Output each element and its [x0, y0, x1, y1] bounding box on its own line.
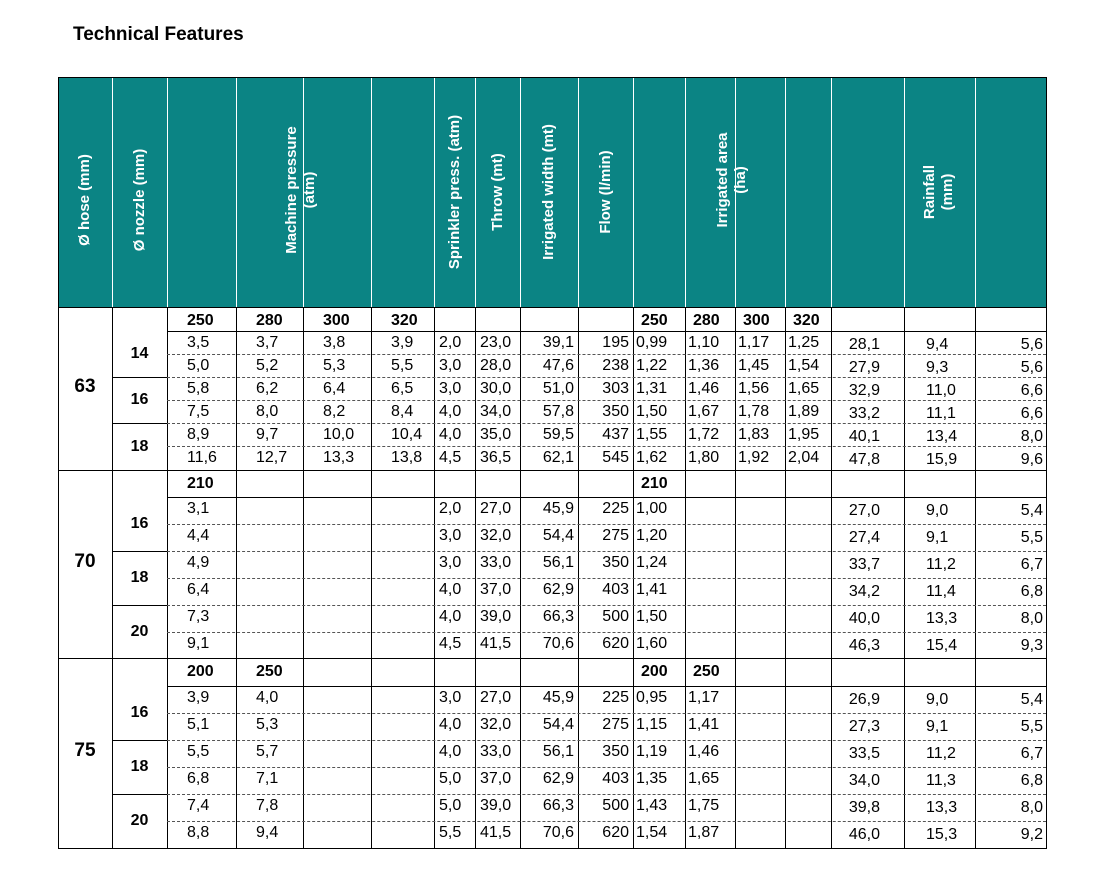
rainfall-value: 9,1: [926, 529, 949, 546]
area-value: 1,50: [636, 608, 668, 625]
sprinkler-value: 4,5: [439, 449, 462, 466]
machine-pressure-value: 8,9: [187, 426, 210, 443]
area-value: 1,54: [788, 357, 820, 374]
flow-value: 620: [602, 635, 629, 652]
section-head-line: [167, 331, 1047, 332]
throw-value: 32,0: [480, 527, 512, 544]
sprinkler-value: 3,0: [439, 689, 462, 706]
flow-value: 275: [602, 716, 629, 733]
rainfall-value: 6,7: [1020, 745, 1043, 762]
area-head: 300: [743, 312, 770, 329]
machine-pressure-value: 3,1: [187, 500, 210, 517]
area-value: 1,17: [688, 689, 720, 706]
rainfall-value: 5,5: [1020, 718, 1043, 735]
area-value: 1,41: [636, 581, 668, 598]
rainfall-value: 47,8: [848, 451, 880, 468]
rainfall-value: 5,4: [1020, 691, 1043, 708]
machine-pressure-value: 11,6: [187, 449, 217, 466]
header-cell: [168, 77, 236, 307]
area-value: 1,19: [636, 743, 668, 760]
area-value: 1,72: [688, 426, 720, 443]
rainfall-value: 46,3: [848, 637, 880, 654]
area-value: 1,80: [688, 449, 720, 466]
machine-pressure-value: 8,8: [187, 824, 210, 841]
machine-pressure-value: 5,7: [256, 743, 279, 760]
nozzle-label: 20: [130, 622, 149, 640]
throw-value: 39,0: [480, 797, 512, 814]
flow-value: 350: [602, 743, 629, 760]
rainfall-value: 32,9: [848, 382, 880, 399]
area-value: 1,92: [738, 449, 770, 466]
grid-hline-header: [58, 307, 1047, 308]
throw-value: 41,5: [480, 824, 512, 841]
row-divider: [167, 400, 1046, 401]
area-head: 250: [641, 312, 668, 329]
rainfall-value: 27,4: [848, 529, 880, 546]
grid-vline: [1046, 77, 1047, 848]
row-divider: [167, 524, 1046, 525]
area-value: 1,36: [688, 357, 720, 374]
area-value: 1,67: [688, 403, 720, 420]
rainfall-value: 9,2: [1020, 826, 1043, 843]
rainfall-value: 39,8: [848, 799, 880, 816]
header-cell: [634, 77, 685, 307]
header-sprinkler-pressure: Sprinkler press. (atm): [445, 114, 463, 270]
throw-value: 39,0: [480, 608, 512, 625]
rainfall-value: 13,3: [926, 610, 958, 627]
rainfall-value: 11,4: [926, 583, 956, 600]
nozzle-label: 14: [130, 345, 149, 362]
width-value: 56,1: [542, 743, 574, 760]
area-value: 1,89: [788, 403, 820, 420]
sprinkler-value: 4,0: [439, 716, 462, 733]
row-divider: [167, 767, 1046, 768]
machine-pressure-value: 10,4: [391, 426, 423, 443]
flow-value: 350: [602, 554, 629, 571]
machine-pressure-value: 12,7: [256, 449, 288, 466]
rainfall-value: 8,0: [1020, 610, 1043, 627]
group-line: [112, 740, 167, 741]
machine-pressure-value: 13,8: [391, 449, 423, 466]
section-head-line: [167, 686, 1047, 687]
width-value: 70,6: [542, 824, 574, 841]
rainfall-value: 9,6: [1020, 451, 1043, 468]
row-divider: [167, 632, 1046, 633]
machine-pressure-value: 5,1: [187, 716, 210, 733]
area-value: 1,60: [636, 635, 668, 652]
rainfall-value: 5,4: [1020, 502, 1043, 519]
rainfall-value: 6,6: [1020, 405, 1043, 422]
area-head: 200: [641, 663, 668, 680]
width-value: 66,3: [542, 797, 574, 814]
flow-value: 500: [602, 797, 629, 814]
header-cell: [786, 77, 831, 307]
throw-value: 32,0: [480, 716, 512, 733]
sprinkler-value: 4,0: [439, 581, 462, 598]
rainfall-value: 11,1: [926, 405, 956, 422]
area-value: 1,65: [688, 770, 720, 787]
flow-value: 437: [602, 426, 629, 443]
width-value: 47,6: [542, 357, 574, 374]
machine-pressure-value: 10,0: [323, 426, 355, 443]
area-value: 1,56: [738, 380, 770, 397]
throw-value: 27,0: [480, 689, 512, 706]
area-value: 1,45: [738, 357, 770, 374]
flow-value: 545: [602, 449, 629, 466]
group-line: [112, 377, 167, 378]
throw-value: 37,0: [480, 581, 512, 598]
rainfall-value: 15,4: [926, 637, 958, 654]
pressure-head: 300: [323, 312, 350, 329]
width-value: 66,3: [542, 608, 574, 625]
rainfall-value: 11,2: [926, 556, 956, 573]
sprinkler-value: 3,0: [439, 380, 462, 397]
machine-pressure-value: 7,4: [187, 797, 210, 814]
row-divider: [167, 446, 1046, 447]
hose-label: 75: [74, 740, 96, 761]
width-value: 62,9: [542, 581, 574, 598]
rainfall-value: 40,1: [848, 428, 880, 445]
rainfall-value: 27,3: [848, 718, 880, 735]
sprinkler-value: 2,0: [439, 500, 462, 517]
machine-pressure-value: 9,4: [256, 824, 279, 841]
pressure-head: 250: [256, 663, 283, 680]
rainfall-value: 15,3: [926, 826, 958, 843]
machine-pressure-value: 3,9: [187, 689, 210, 706]
nozzle-label: 18: [130, 437, 149, 455]
width-value: 70,6: [542, 635, 574, 652]
section-line: [58, 848, 1047, 849]
machine-pressure-value: 6,4: [187, 581, 210, 598]
area-value: 1,41: [688, 716, 720, 733]
row-divider: [167, 794, 1046, 795]
flow-value: 275: [602, 527, 629, 544]
machine-pressure-value: 8,4: [391, 403, 414, 420]
rainfall-value: 9,0: [926, 502, 949, 519]
rainfall-value: 9,4: [926, 336, 949, 353]
row-divider: [167, 713, 1046, 714]
rainfall-value: 33,7: [848, 556, 880, 573]
machine-pressure-value: 4,4: [187, 527, 210, 544]
machine-pressure-value: 7,1: [256, 770, 279, 787]
rainfall-value: 8,0: [1020, 799, 1043, 816]
rainfall-value: 28,1: [848, 336, 880, 353]
rainfall-value: 34,0: [848, 772, 880, 789]
header-throw: Throw (mt): [488, 153, 506, 231]
width-value: 45,9: [542, 689, 574, 706]
rainfall-value: 5,6: [1020, 359, 1043, 376]
throw-value: 23,0: [480, 334, 512, 351]
area-value: 1,17: [738, 334, 770, 351]
rainfall-value: 9,3: [926, 359, 949, 376]
flow-value: 403: [602, 581, 629, 598]
row-divider: [167, 740, 1046, 741]
group-line: [112, 605, 167, 606]
sprinkler-value: 5,0: [439, 797, 462, 814]
rainfall-value: 11,3: [926, 772, 956, 789]
header-irrigated-area: Irrigated area (ha): [714, 132, 749, 228]
rainfall-value: 5,6: [1020, 336, 1043, 353]
area-value: 1,46: [688, 743, 720, 760]
rainfall-value: 40,0: [848, 610, 880, 627]
throw-value: 34,0: [480, 403, 512, 420]
area-value: 1,54: [636, 824, 668, 841]
rainfall-value: 13,4: [926, 428, 958, 445]
area-value: 1,78: [738, 403, 770, 420]
area-value: 1,87: [688, 824, 720, 841]
section-line: [58, 658, 1047, 659]
machine-pressure-value: 4,9: [187, 554, 210, 571]
row-divider: [167, 821, 1046, 822]
row-divider: [167, 354, 1046, 355]
nozzle-label: 20: [130, 812, 149, 829]
sprinkler-value: 4,5: [439, 635, 462, 652]
row-divider: [167, 423, 1046, 424]
rainfall-value: 6,8: [1020, 583, 1043, 600]
rainfall-value: 6,6: [1020, 382, 1043, 399]
flow-value: 225: [602, 689, 629, 706]
machine-pressure-value: 5,3: [323, 357, 346, 374]
flow-value: 195: [602, 334, 629, 351]
nozzle-label: 16: [130, 515, 149, 532]
throw-value: 30,0: [480, 380, 512, 397]
flow-value: 620: [602, 824, 629, 841]
rainfall-value: 27,9: [848, 359, 880, 376]
sprinkler-value: 5,5: [439, 824, 462, 841]
throw-value: 37,0: [480, 770, 512, 787]
throw-value: 41,5: [480, 635, 512, 652]
nozzle-label: 16: [130, 391, 149, 408]
rainfall-value: 9,1: [926, 718, 949, 735]
pressure-head: 210: [187, 475, 214, 492]
rainfall-value: 27,0: [848, 502, 880, 519]
width-value: 54,4: [542, 527, 574, 544]
machine-pressure-value: 5,0: [187, 357, 210, 374]
area-value: 1,22: [636, 357, 668, 374]
machine-pressure-value: 3,7: [256, 334, 279, 351]
width-value: 57,8: [542, 403, 574, 420]
nozzle-label: 18: [130, 569, 149, 586]
machine-pressure-value: 7,3: [187, 608, 210, 625]
header-cell: [372, 77, 434, 307]
hose-label: 70: [74, 551, 96, 572]
page-title: Technical Features: [73, 24, 244, 45]
machine-pressure-value: 9,1: [187, 635, 210, 652]
area-value: 1,35: [636, 770, 668, 787]
pressure-head: 280: [256, 312, 283, 329]
row-divider: [167, 578, 1046, 579]
hose-label: 63: [74, 375, 96, 397]
area-value: 1,83: [738, 426, 770, 443]
width-value: 62,1: [542, 449, 574, 466]
rainfall-value: 13,3: [926, 799, 958, 816]
machine-pressure-value: 5,2: [256, 357, 279, 374]
area-value: 1,20: [636, 527, 668, 544]
nozzle-label: 18: [130, 758, 149, 775]
area-value: 1,50: [636, 403, 668, 420]
group-line: [112, 551, 167, 552]
width-value: 54,4: [542, 716, 574, 733]
pressure-head: 200: [187, 663, 214, 680]
flow-value: 500: [602, 608, 629, 625]
area-value: 1,46: [688, 380, 720, 397]
area-value: 0,95: [636, 689, 668, 706]
area-value: 1,62: [636, 449, 668, 466]
sprinkler-value: 4,0: [439, 743, 462, 760]
area-value: 1,55: [636, 426, 668, 443]
machine-pressure-value: 8,2: [323, 403, 346, 420]
rainfall-value: 33,5: [848, 745, 880, 762]
machine-pressure-value: 5,5: [187, 743, 210, 760]
rainfall-value: 15,9: [926, 451, 958, 468]
throw-value: 33,0: [480, 554, 512, 571]
area-value: 1,31: [636, 380, 668, 397]
row-divider: [167, 377, 1046, 378]
machine-pressure-value: 8,0: [256, 403, 279, 420]
section-head-line: [167, 497, 1047, 498]
machine-pressure-value: 5,8: [187, 380, 210, 397]
machine-pressure-value: 7,8: [256, 797, 279, 814]
machine-pressure-value: 9,7: [256, 426, 279, 443]
rainfall-value: 5,5: [1020, 529, 1043, 546]
area-value: 1,10: [688, 334, 720, 351]
area-value: 1,25: [788, 334, 820, 351]
machine-pressure-value: 6,4: [323, 380, 346, 397]
rainfall-value: 46,0: [848, 826, 880, 843]
flow-value: 303: [602, 380, 629, 397]
pressure-head: 320: [391, 312, 418, 329]
machine-pressure-value: 3,5: [187, 334, 210, 351]
rainfall-value: 26,9: [848, 691, 880, 708]
rainfall-value: 33,2: [848, 405, 880, 422]
rainfall-value: 11,0: [926, 382, 956, 399]
area-head: 210: [641, 475, 668, 492]
machine-pressure-value: 6,2: [256, 380, 279, 397]
rainfall-value: 34,2: [848, 583, 880, 600]
flow-value: 350: [602, 403, 629, 420]
header-nozzle: Ø nozzle (mm): [130, 148, 148, 252]
throw-value: 36,5: [480, 449, 512, 466]
area-head: 320: [793, 312, 820, 329]
area-value: 2,04: [788, 449, 820, 466]
group-line: [112, 423, 167, 424]
pressure-head: 250: [187, 312, 214, 329]
machine-pressure-value: 13,3: [323, 449, 355, 466]
area-value: 1,75: [688, 797, 720, 814]
rainfall-value: 9,0: [926, 691, 949, 708]
machine-pressure-value: 3,9: [391, 334, 414, 351]
sprinkler-value: 4,0: [439, 426, 462, 443]
grid-hline-top: [58, 77, 1047, 78]
group-line: [112, 794, 167, 795]
width-value: 62,9: [542, 770, 574, 787]
width-value: 56,1: [542, 554, 574, 571]
machine-pressure-value: 3,8: [323, 334, 346, 351]
header-cell: [976, 77, 1046, 307]
flow-value: 403: [602, 770, 629, 787]
header-flow: Flow (l/min): [596, 150, 614, 234]
area-head: 280: [693, 312, 720, 329]
area-value: 0,99: [636, 334, 668, 351]
machine-pressure-value: 5,3: [256, 716, 279, 733]
grid-vline: [58, 77, 59, 848]
rainfall-value: 9,3: [1020, 637, 1043, 654]
flow-value: 238: [602, 357, 629, 374]
width-value: 59,5: [542, 426, 574, 443]
width-value: 39,1: [542, 334, 574, 351]
width-value: 51,0: [542, 380, 574, 397]
row-divider: [167, 605, 1046, 606]
header-hose: Ø hose (mm): [76, 154, 93, 246]
sprinkler-value: 3,0: [439, 527, 462, 544]
rainfall-value: 8,0: [1020, 428, 1043, 445]
machine-pressure-value: 6,5: [391, 380, 414, 397]
rainfall-value: 6,8: [1020, 772, 1043, 789]
machine-pressure-value: 6,8: [187, 770, 210, 787]
area-value: 1,43: [636, 797, 668, 814]
flow-value: 225: [602, 500, 629, 517]
rainfall-value: 11,2: [926, 745, 956, 762]
header-irrigated-width: Irrigated width (mt): [540, 124, 557, 260]
machine-pressure-value: 5,5: [391, 357, 414, 374]
rainfall-value: 6,7: [1020, 556, 1043, 573]
throw-value: 35,0: [480, 426, 512, 443]
machine-pressure-value: 7,5: [187, 403, 210, 420]
area-value: 1,15: [636, 716, 668, 733]
section-line: [58, 470, 1047, 471]
machine-pressure-value: 4,0: [256, 689, 279, 706]
throw-value: 28,0: [480, 357, 512, 374]
sprinkler-value: 2,0: [439, 334, 462, 351]
throw-value: 33,0: [480, 743, 512, 760]
area-value: 1,24: [636, 554, 668, 571]
sprinkler-value: 4,0: [439, 608, 462, 625]
header-machine-pressure: Machine pressure (atm): [282, 126, 318, 254]
width-value: 45,9: [542, 500, 574, 517]
header-rainfall: Rainfall (mm): [920, 164, 956, 220]
row-divider: [167, 551, 1046, 552]
nozzle-label: 16: [130, 704, 149, 721]
sprinkler-value: 4,0: [439, 403, 462, 420]
header-cell: [832, 77, 904, 307]
area-value: 1,65: [788, 380, 820, 397]
sprinkler-value: 3,0: [439, 554, 462, 571]
sprinkler-value: 3,0: [439, 357, 462, 374]
area-value: 1,95: [788, 426, 820, 443]
throw-value: 27,0: [480, 500, 512, 517]
area-head: 250: [693, 663, 720, 680]
area-value: 1,00: [636, 500, 668, 517]
sprinkler-value: 5,0: [439, 770, 462, 787]
